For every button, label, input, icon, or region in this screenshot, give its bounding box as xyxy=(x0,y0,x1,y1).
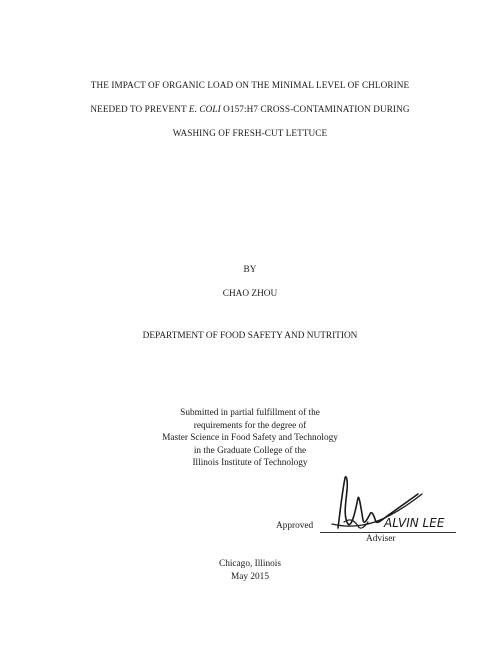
signature-printed-name: ALVIN LEE xyxy=(384,516,445,530)
statement-line-5: Illinois Institute of Technology xyxy=(192,458,308,469)
location-block xyxy=(0,558,500,583)
approved-label: Approved xyxy=(276,521,314,531)
author-name: CHAO ZHOU xyxy=(222,289,278,299)
adviser-signature xyxy=(318,468,468,540)
title-organism-italic: E. COLI xyxy=(188,104,221,114)
adviser-label: Adviser xyxy=(366,534,396,544)
statement-line-3: Master Science in Food Safety and Technology xyxy=(162,433,338,444)
title-line-2-start: NEEDED TO PREVENT xyxy=(90,104,189,114)
statement-line-1: Submitted in partial fulfillment of the xyxy=(180,408,320,418)
title-line-2-end: O157:H7 CROSS-CONTAMINATION DURING xyxy=(220,104,410,114)
statement-line-2: requirements for the degree of xyxy=(193,420,307,431)
title-line-3: WASHING OF FRESH-CUT LETTUCE xyxy=(172,128,328,138)
department-name: DEPARTMENT OF FOOD SAFETY AND NUTRITION xyxy=(142,331,358,341)
by-label: BY xyxy=(243,265,257,275)
statement-line-4: in the Graduate College of the xyxy=(193,445,307,456)
city: Chicago, Illinois xyxy=(219,559,281,569)
signature-line xyxy=(320,532,456,533)
title-line-2 xyxy=(0,103,500,115)
title-line-1: THE IMPACT OF ORGANIC LOAD ON THE MINIMAL LEVEL OF CHLORINE xyxy=(90,80,410,90)
degree-statement xyxy=(0,407,500,470)
date: May 2015 xyxy=(231,571,269,582)
